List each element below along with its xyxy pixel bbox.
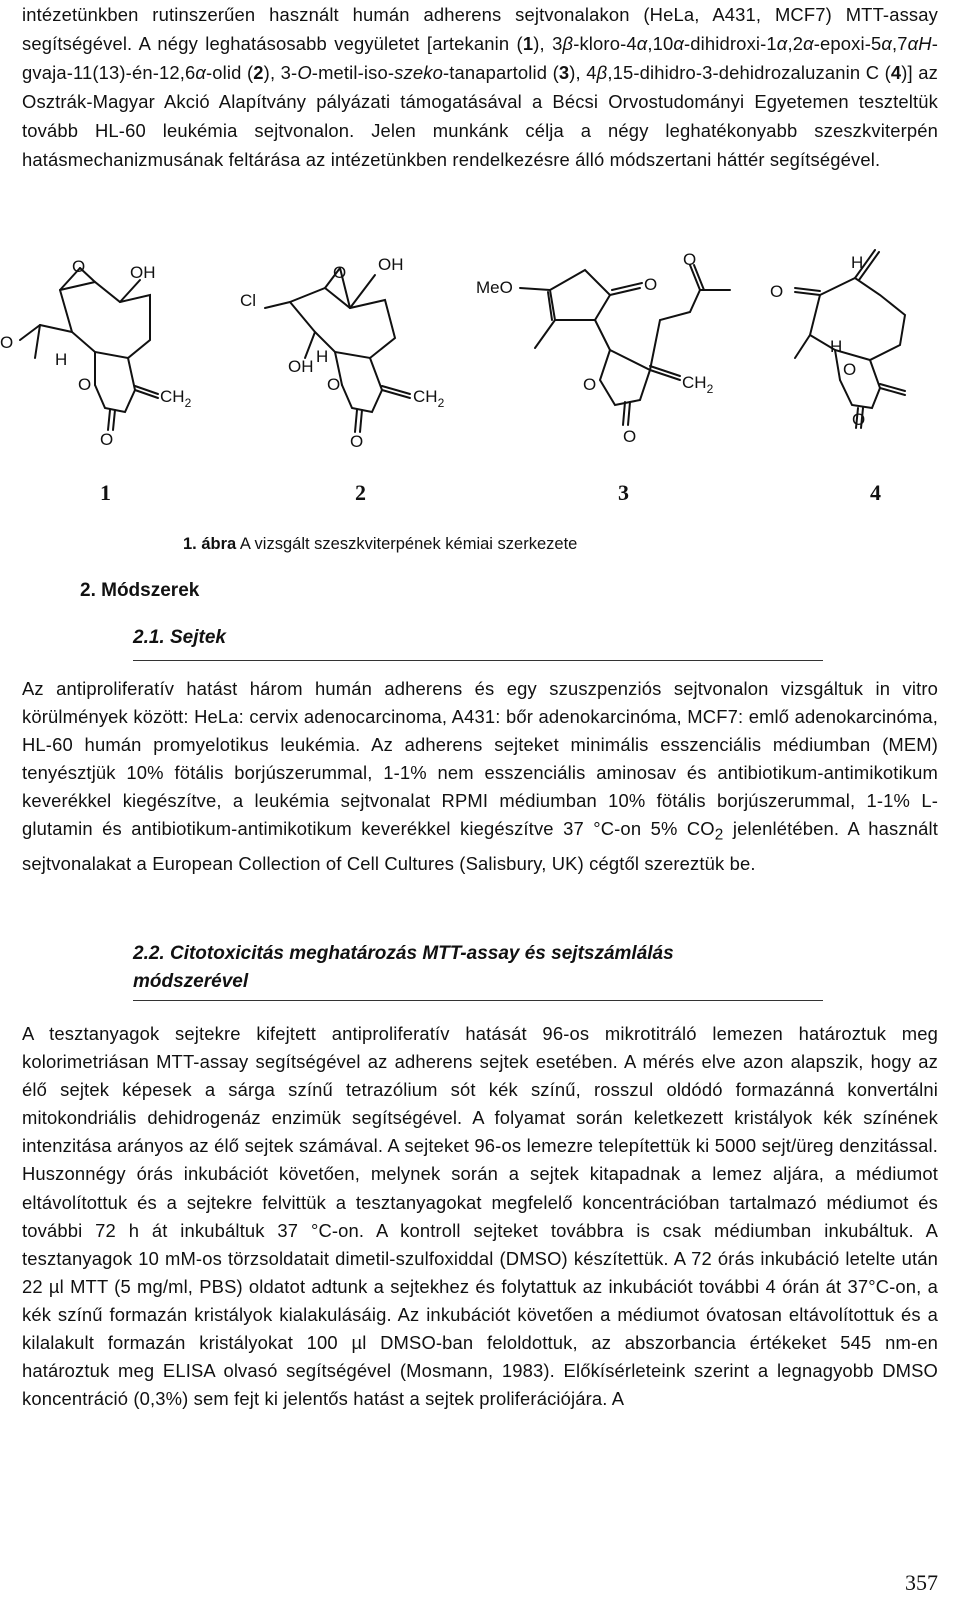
figure-caption <box>183 535 577 554</box>
c3-acetyl-o: O <box>683 250 697 269</box>
section-2-2-heading-line2: módszerével <box>133 971 249 992</box>
c1-oh: OH <box>130 263 156 282</box>
c2-h: H <box>316 347 329 366</box>
compound-1-structure <box>20 268 158 430</box>
caption-text: A vizsgált szeszkviterpének kémiai szerkezete <box>236 535 578 553</box>
c4-ketone-o: O <box>770 282 784 301</box>
c3-lactone-o: O <box>583 375 597 394</box>
section-2-heading: 2. Módszerek <box>80 580 200 601</box>
c2-ch2: $CH_2$ <box>413 387 445 410</box>
compound-2-structure <box>265 268 410 432</box>
page-number: 357 <box>905 1570 938 1595</box>
c3-meo: MeO <box>476 278 513 297</box>
compound-number-2: 2 <box>355 480 366 505</box>
intro-paragraph: intézetünkben rutinszerűen használt humán adherens sejtvonalakon (HeLa, A431, MCF7) MTT-assay segítségével. A négy leghatásosabb vegyületet [artekanin (1), 3β-kloro-4α,10α-dihidroxi-1α,2α-epoxi-5α,7αH-gvaja-11(13)-én-12,6α-olid (2), 3-O-metil-iso-szeko-tanapartolid (3), 4β,15-dihidro-3-dehidrozaluzanin C (4)] az Osztrák-Magyar Akció Alapítvány pályázati támogatásával a Bécsi Orvostudományi Egyetemen teszteltük tovább HL-60 leukémia sejtvonalon. Jelen munkánk célja a négy leghatékonyabb szeszkviterpén hatásmechanizmusának feltárása az intézetünkben rendelkezésre álló módszertani háttér segítségével. <box>22 4 939 170</box>
c3-ch2: $CH_2$ <box>682 373 714 396</box>
c4-h-top: H <box>851 253 864 272</box>
chemical-structures-figure <box>0 240 960 530</box>
c2-oh: OH <box>378 255 404 274</box>
section-2-1-paragraph: Az antiproliferatív hatást három humán adherens és egy szuszpenziós sejtvonalon vizsgáltuk in vitro körülmények között: HeLa: cervix adenocarcinoma, A431: bőr adenokarcinóma, MCF7: emlő adenokarcinóma, HL-60 humán promyelotikus leukémia. Az adherens sejteket minimális esszenciális médiumban (MEM) tenyésztjük 10% fötális borjúszerummal, 1-1% nem esszenciális aminosav és antibiotikum-antimikotikum keverékkel kiegészítve, a leukémia sejtvonalat RPMI médiumban 10% fötális borjúszerummal, 1-1% L-glutamin és antibiotikum-antimikotikum keverékkel kiegészítve 37 °C-on 5% $CO_2$ jelenlétében. A használt sejtvonalakat a European Collection of Cell Cultures (Salisbury, UK) cégtől szereztük be. <box>22 678 938 874</box>
compound-number-1: 1 <box>100 480 111 505</box>
c1-ch2: $CH_2$ <box>160 387 192 410</box>
c2-oh2: OH <box>288 357 314 376</box>
compound-number-3: 3 <box>618 480 629 505</box>
compound-3-structure <box>520 265 730 425</box>
c2-cl: Cl <box>240 291 257 310</box>
section-2-1-heading: 2.1. Sejtek <box>133 627 226 648</box>
section-2-2-rule <box>133 1000 823 1001</box>
c4-carbonyl-o: O <box>852 410 866 429</box>
c3-ketone-o: O <box>644 275 658 294</box>
section-2-1-rule <box>133 660 823 661</box>
compound-number-4: 4 <box>870 480 881 505</box>
section-2-2-heading-line1: 2.2. Citotoxicitás meghatározás MTT-assay és sejtszámlálás <box>133 943 674 964</box>
c2-lactone-o: O <box>327 375 341 394</box>
caption-label: 1. ábra <box>183 535 237 553</box>
c1-lactone-o: O <box>78 375 92 394</box>
c4-lactone-o: O <box>843 360 857 379</box>
c1-carbonyl-o: O <box>100 430 114 449</box>
c1-epoxide-o: O <box>72 257 86 276</box>
c4-h: H <box>830 337 843 356</box>
c3-carbonyl-o: O <box>623 427 637 446</box>
section-2-2-heading <box>133 940 674 996</box>
c2-epoxide-o: O <box>333 263 347 282</box>
compound-4-structure <box>795 250 905 428</box>
c2-carbonyl-o: O <box>350 432 364 451</box>
c1-epoxide2-o: O <box>0 333 14 352</box>
c1-h: H <box>55 350 68 369</box>
section-2-2-paragraph: A tesztanyagok sejtekre kifejtett antiproliferatív hatását 96-os mikrotitráló lemezen határoztuk meg kolorimetriásan MTT-assay segítségével az adherens sejtek esetében. A mérés elve azon alapszik, hogy az élő sejtek képesek a sárga színű tetrazólium sót kék színű, rosszul oldódó formazánná konvertálni mitokondriális dehidrogenáz enzimük segítségével. A folyamat során keletkezett kristályok kék színének intenzitása arányos az élő sejtek számával. A sejteket 96-os lemezre telepítettük ki 5000 sejt/üreg denzitással. Huszonnégy órás inkubációt követően, melynek során a sejtek kitapadnak a lemez aljára, a médiumot eltávolítottuk és a sejtekre felvittük a tesztanyagokat megfelelő koncentrációban tartalmazó médiumot és további 72 h át inkubáltuk 37 °C-on. A kontroll sejteket továbbra is csak médiumban inkubáltuk. A tesztanyagok 10 mM-os törzsoldatait dimetil-szulfoxiddal (DMSO) készítettük. A 72 órás inkubáció letelte után 22 µl MTT (5 mg/ml, PBS) oldatot adtunk a sejtekhez és folytattuk az inkubációt további 4 órán át 37°C-on, a kék színű formazán kristályok kialakulásáig. Az inkubációt követően a médiumot óvatosan eltávolítottuk és a kilalakult formazán kristályokat 100 µl DMSO-ban feloldottuk, az abszorbancia értékeket 545 nm-en határoztuk meg ELISA olvasó segítségével (Mosmann, 1983). Előkísérleteink szerint a legnagyobb DMSO koncentráció (0,3%) sem fejt ki jelentős hatást a sejtek proliferációjára. A <box>22 1023 938 1410</box>
